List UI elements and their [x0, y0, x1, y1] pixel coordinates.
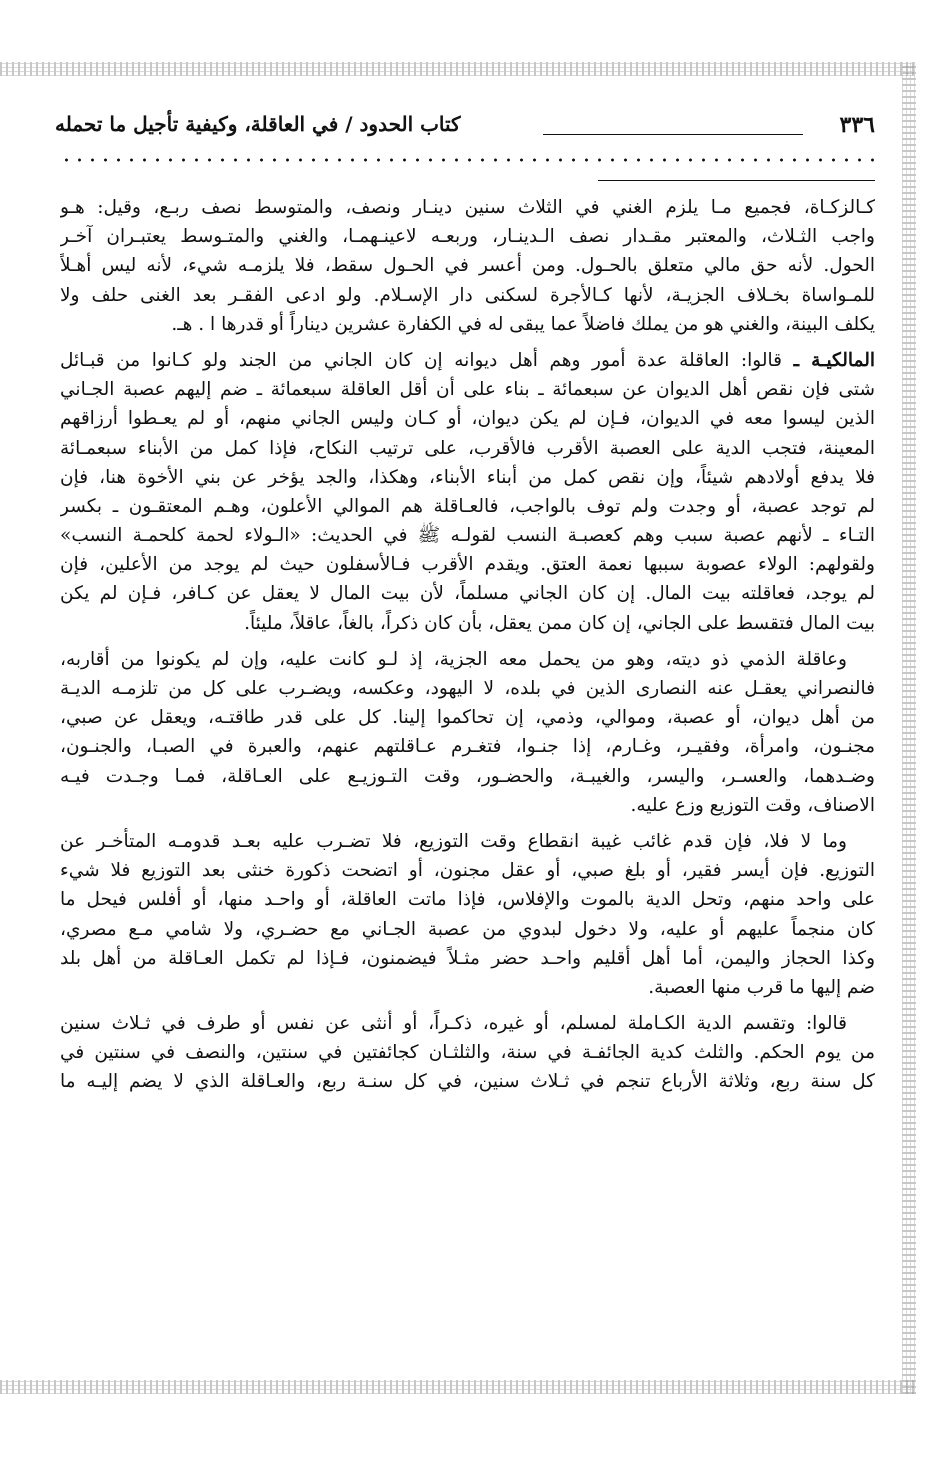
text-line: ولقولهم: الولاء عصوبة سببها نعمة العتق. ويقدم الأقرب فـالأسفلون حيث لم يوجد من الأعلين، فإن [60, 554, 875, 576]
paragraph [60, 193, 875, 339]
text-line [60, 346, 875, 375]
paragraph [60, 827, 875, 1002]
running-title: كتاب الحدود / في العاقلة، وكيفية تأجيل ما تحمله [55, 112, 461, 136]
text-line: قالوا: وتقسم الدية الكـاملة لمسلم، أو غيره، ذكـراً، أو أنثى عن نفس أو طرف في ثـلاث سنين [60, 1013, 847, 1035]
page-header [55, 112, 875, 146]
text-line: كـالزكـاة، فجميع مـا يلزم الغني في الثلاث سنين دينـار ونصف، والمتوسط نصف ربـع، وقيل: هـو [60, 197, 875, 218]
text-line: من أهل ديوان، أو عصبة، وموالي، وذمي، إن تحاكموا إلينا. كل على قدر طاقتـه، ويعقل عن صبي، [60, 707, 875, 729]
body-text [60, 193, 875, 1097]
text-line: الحول. لأنه حق مالي متعلق بالحـول. ومن أعسر في الحـول سقط، فلا يلزمـه شيء، لأنه ليس أهـلاً [60, 255, 875, 277]
text-line: شتى فإن نقص أهل الديوان عن سبعمائة ـ بناء على أن أقل العاقلة سبعمائة ـ ضم إليهم عصبة الجـاني [60, 379, 875, 401]
footnote-separator [598, 180, 875, 181]
page-number: ٣٣٦ [839, 112, 875, 138]
text-line: وما لا فلا، فإن قدم غائب غيبة انقطاع وقت التوزيع، فلا تضـرب عليه بعـد قدومـه المتأخـر عن [60, 830, 847, 852]
text-line: فلا يدفع أولادهم شيئاً، وإن نقص كمل من أبناء الأبناء، وهكذا، والجد يؤخر عن بني الأخوة هنا، فإن [60, 466, 875, 488]
paragraph [60, 346, 875, 638]
text-line: فالنصراني يعقـل عنه النصارى الذين في بلده، لا اليهود، وعكسه، ويضـرب على كل من تلزمـه الديـة [60, 678, 875, 699]
text-line: وضـدهما، والعسـر، واليسر، والغيبـة، والحضـور، وقت التـوزيـع على العـاقلة، فمـا وجـدت فيـه [60, 765, 875, 787]
text-line: للمـواساة بخـلاف الجزيـة، لأنها كـالأجرة لسكنى دار الإسـلام. ولو ادعى الفقـر بعد الغنى حلف ولا [60, 284, 875, 306]
text-line: واجب الثـلاث، والمعتبر مقـدار نصف الـدينـار، وربعـه لاعينـهمـا، والغني والمتـوسط يعتبـران آخـر [60, 226, 875, 248]
paragraph [60, 645, 875, 820]
school-heading: المالكيـة ـ [793, 349, 875, 371]
text-span: قالوا: العاقلة عدة أمور وهم أهل ديوانه إن كان الجاني من الجند ولو كـانوا من قبـائل [60, 349, 782, 371]
page-border-top [0, 62, 915, 76]
text-line: مجنـون، وامرأة، وفقيـر، وغـارم، إذا جنـوا، فتغـرم عـاقلتهم عنهم، والعبرة في الصبـا، والجنـون، [60, 736, 875, 758]
text-line: بيت المال فتقسط على الجاني، إن كان ممن يعقل، بأن كان ذكراً، بالغاً، عاقلاً، مليئاً. [244, 612, 875, 634]
text-line: من يوم الحكم. والثلث كدية الجائفـة في سنة، والثلثـان كجائفتين في سنتين، والنصف في سنتين في [60, 1042, 875, 1064]
text-line: لم توجد عصبة، أو وجدت ولم توف بالواجب، فالعـاقلة هم الموالي الأعلون، وهـم المعتقـون ـ بكسر [60, 495, 875, 517]
text-line: يكلف البينة، والغني هو من يملك فاضلاً عما يبقى له في الكفارة عشرين ديناراً أو قدرها ا . هـ. [171, 313, 875, 335]
text-line: ضم إليها ما قرب منها العصبة. [648, 976, 875, 998]
text-line: لم يوجد، فعاقلته بيت المال. إن كان الجاني مسلماً، لأن بيت المال لا يعقل عن كـافر، فـإن لم يكن [60, 583, 875, 605]
text-line: وكذا الحجاز واليمن، أما أهل أقليم واحـد حضر مثـلاً فيضمنون، فـإذا لم تكمل العـاقلة من أهل بلد [60, 947, 875, 969]
text-line: التـاء ـ لأنهم عصبة سبب وهم كعصبـة النسب لقولـه ﷺ في الحديث: «الـولاء لحمة كلحمـة النسب» [60, 525, 875, 547]
page-border-right [902, 62, 916, 1394]
text-line: كان منجماً عليهم أو عليه، ولا دخول لبدوي من عصبة الجـاني مع حضـري، ولا شامي مـع مصري، [60, 918, 875, 940]
dotted-divider [60, 155, 875, 165]
text-line: الاصناف، وقت التوزيع وزع عليه. [630, 794, 875, 816]
text-line: على واحد منهم، وتحل الدية بالموت والإفلاس، فإذا ماتت العاقلة، أو واحـد منها، أو أفلس فيحل ما [60, 889, 875, 911]
text-line: التوزيع. فإن أيسر فقير، أو بلغ صبي، أو عقل مجنون، أو اتضحت ذكورة خنثى بعد التوزيع فلا شيء [60, 860, 875, 882]
text-line: وعاقلة الذمي ذو ديته، وهو من يحمل معه الجزية، إذ لـو كانت عليه، وإن لم يكونوا من أقاربه، [60, 648, 847, 670]
text-line: الذين ليسوا معه في الديوان، فـإن لم يكن ديوان، أو كـان وليس الجاني منهم، أو لم يعـطوا أرزاقهم [60, 408, 875, 430]
paragraph [60, 1009, 875, 1097]
text-line: كل سنة ربع، وثلاثة الأرباع تنجم في ثـلاث سنين، في كل سنـة ربع، والعـاقلة الذي لا يضم إليـه ما [60, 1071, 875, 1093]
text-line: المعينة، فتجب الدية على العصبة الأقرب فالأقرب، على ترتيب النكاح، فإذا كمل من الأبناء سبعمـائة [60, 437, 875, 459]
header-rule [543, 134, 803, 135]
page-border-bottom [0, 1380, 915, 1394]
